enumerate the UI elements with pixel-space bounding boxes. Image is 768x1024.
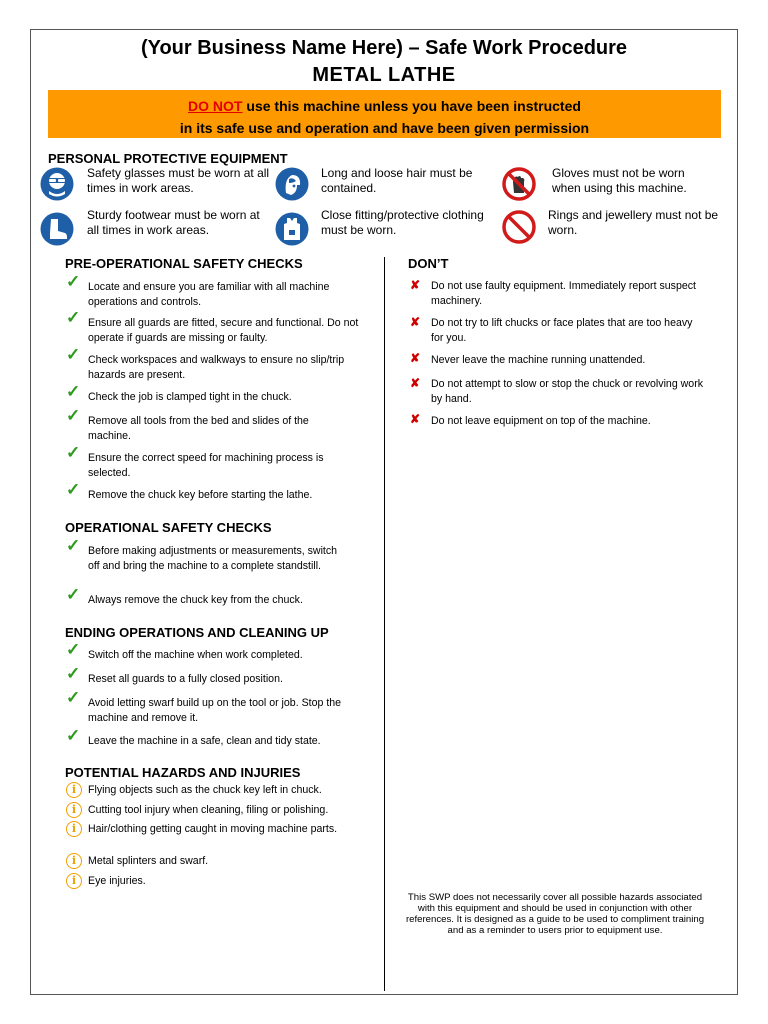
protective-clothing-icon xyxy=(275,212,309,246)
info-icon: i xyxy=(66,873,82,889)
column-divider xyxy=(384,257,385,991)
banner-line-1-text: use this machine unless you have been instructed xyxy=(242,98,581,114)
info-icon: i xyxy=(66,853,82,869)
warning-banner xyxy=(48,90,721,138)
ppe-item: Close fitting/protective clothing must be worn. xyxy=(321,208,484,237)
list-item: Locate and ensure you are familiar with all machine operations and controls. xyxy=(88,281,330,308)
info-icon: i xyxy=(66,802,82,818)
machine-name: METAL LATHE xyxy=(312,64,456,86)
check-icon: ✓ xyxy=(66,585,81,604)
info-icon: i xyxy=(66,821,82,837)
check-icon: ✓ xyxy=(66,480,81,499)
check-icon: ✓ xyxy=(66,664,81,683)
ppe-item: Safety glasses must be worn at all times in work areas. xyxy=(87,166,270,195)
safety-glasses-icon xyxy=(40,167,74,201)
ppe-item: Sturdy footwear must be worn at all times in work areas. xyxy=(87,208,260,237)
list-item: Eye injuries. xyxy=(88,875,146,887)
check-icon: ✓ xyxy=(66,272,81,291)
list-item: Before making adjustments or measurements, switch off and bring the machine to a complete standstill. xyxy=(88,545,338,572)
check-icon: ✓ xyxy=(66,345,81,364)
list-item: Switch off the machine when work completed. xyxy=(88,649,303,661)
list-item: Flying objects such as the chuck key left in chuck. xyxy=(88,784,322,796)
no-gloves-icon xyxy=(502,167,536,201)
list-item: Ensure all guards are fitted, secure and functional. Do not operate if guards are missing or faulty. xyxy=(88,317,359,344)
list-item: Check workspaces and walkways to ensure no slip/trip hazards are present. xyxy=(88,354,345,381)
list-item: Leave the machine in a safe, clean and tidy state. xyxy=(88,735,321,747)
cross-icon: ✘ xyxy=(410,412,421,426)
check-icon: ✓ xyxy=(66,640,81,659)
list-item: Remove the chuck key before starting the lathe. xyxy=(88,489,313,501)
prohibition-icon xyxy=(502,210,536,244)
pre-op-heading: PRE-OPERATIONAL SAFETY CHECKS xyxy=(65,256,303,271)
cross-icon: ✘ xyxy=(410,315,421,329)
operational-heading: OPERATIONAL SAFETY CHECKS xyxy=(65,520,272,535)
cross-icon: ✘ xyxy=(410,278,421,292)
list-item: Metal splinters and swarf. xyxy=(88,855,209,867)
ppe-heading: PERSONAL PROTECTIVE EQUIPMENT xyxy=(48,151,288,166)
list-item: Never leave the machine running unattended. xyxy=(431,354,646,366)
ending-heading: ENDING OPERATIONS AND CLEANING UP xyxy=(65,625,329,640)
safety-footwear-icon xyxy=(40,212,74,246)
check-icon: ✓ xyxy=(66,443,81,462)
banner-warning-word: DO NOT xyxy=(188,98,243,114)
list-item: Do not attempt to slow or stop the chuck or revolving work by hand. xyxy=(431,378,704,405)
list-item: Do not use faulty equipment. Immediately report suspect machinery. xyxy=(431,280,696,307)
info-icon: i xyxy=(66,782,82,798)
ppe-item: Gloves must not be worn when using this machine. xyxy=(552,166,687,195)
hazards-heading: POTENTIAL HAZARDS AND INJURIES xyxy=(65,765,301,780)
list-item: Check the job is clamped tight in the chuck. xyxy=(88,391,292,403)
cross-icon: ✘ xyxy=(410,351,421,365)
ppe-item: Long and loose hair must be contained. xyxy=(321,166,473,195)
check-icon: ✓ xyxy=(66,688,81,707)
disclaimer-note: This SWP does not necessarily cover all possible hazards associated with this equipment and should be used in conjunction with other references. It is designed as a guide to be used to compliment training and as a reminder to users prior to equipment use. xyxy=(405,892,705,936)
check-icon: ✓ xyxy=(66,406,81,425)
list-item: Hair/clothing getting caught in moving machine parts. xyxy=(88,823,338,835)
list-item: Reset all guards to a fully closed position. xyxy=(88,673,283,685)
page-title: (Your Business Name Here) – Safe Work Procedure xyxy=(140,37,628,59)
list-item: Remove all tools from the bed and slides of the machine. xyxy=(88,415,309,442)
list-item: Ensure the correct speed for machining process is selected. xyxy=(88,452,324,479)
list-item: Always remove the chuck key from the chuck. xyxy=(88,594,303,606)
list-item: Avoid letting swarf build up on the tool or job. Stop the machine and remove it. xyxy=(88,697,342,724)
dont-heading: DON’T xyxy=(408,256,449,271)
list-item: Do not try to lift chucks or face plates that are too heavy for you. xyxy=(431,317,693,344)
hair-contained-icon xyxy=(275,167,309,201)
ppe-item: Rings and jewellery must not be worn. xyxy=(548,208,719,237)
cross-icon: ✘ xyxy=(410,376,421,390)
list-item: Cutting tool injury when cleaning, filing or polishing. xyxy=(88,804,329,816)
check-icon: ✓ xyxy=(66,382,81,401)
banner-line-2: in its safe use and operation and have been given permission xyxy=(179,120,590,136)
banner-line-1 xyxy=(48,95,721,117)
check-icon: ✓ xyxy=(66,726,81,745)
list-item: Do not leave equipment on top of the machine. xyxy=(431,415,651,427)
check-icon: ✓ xyxy=(66,536,81,555)
check-icon: ✓ xyxy=(66,308,81,327)
